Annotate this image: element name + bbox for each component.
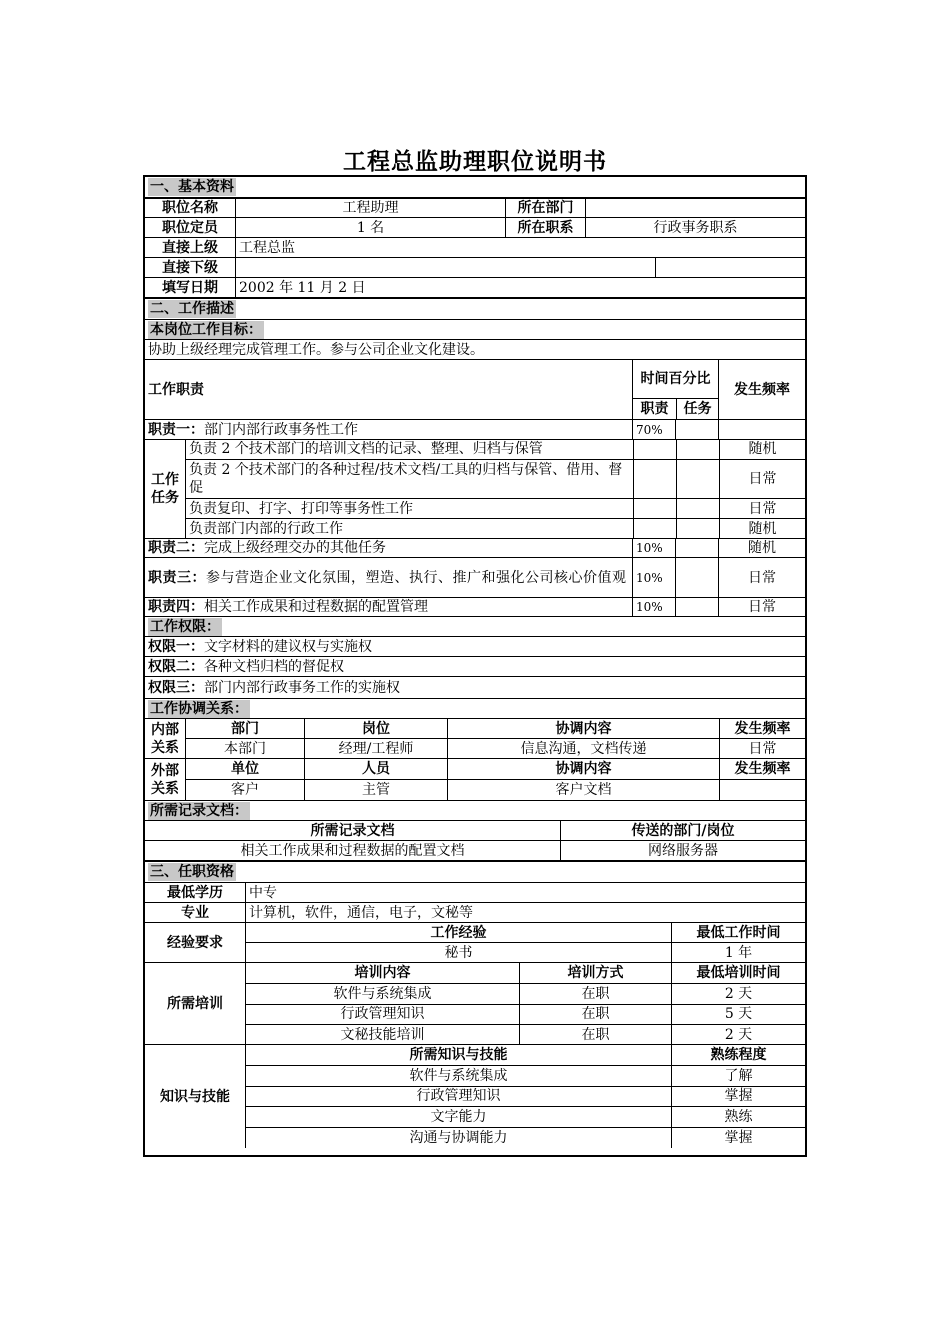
external-cell bbox=[719, 780, 805, 800]
basic-info-section bbox=[145, 177, 805, 297]
department-value bbox=[585, 199, 805, 217]
skill-row bbox=[246, 1065, 805, 1086]
internal-cell: 经理/工程师 bbox=[304, 739, 447, 758]
training-method: 在职 bbox=[519, 1005, 671, 1025]
department-label: 所在部门 bbox=[505, 199, 585, 217]
skill-level: 掌握 bbox=[671, 1087, 805, 1107]
skill-name: 沟通与协调能力 bbox=[409, 1130, 508, 1147]
external-cell: 客户文档 bbox=[447, 780, 719, 800]
task-text: 负责 2 个技术部门的培训文档的记录、整理、归档与保管 bbox=[189, 441, 543, 458]
records-label: 所需记录文档： bbox=[150, 802, 248, 819]
skill-name: 行政管理知识 bbox=[416, 1088, 501, 1105]
duty1-pct: 70% bbox=[632, 420, 675, 439]
edu-value: 中专 bbox=[245, 883, 805, 902]
skill-level: 了解 bbox=[671, 1066, 805, 1086]
training-time: 5 天 bbox=[671, 1005, 805, 1025]
duty3-pct: 10% bbox=[632, 558, 675, 597]
external-cell: 主管 bbox=[304, 780, 447, 800]
training-content: 行政管理知识 bbox=[340, 1006, 425, 1023]
work-description-section bbox=[145, 297, 805, 860]
train-header: 最低培训时间 bbox=[671, 963, 805, 983]
train-label: 所需培训 bbox=[167, 995, 223, 1012]
job-family-value: 行政事务职系 bbox=[585, 218, 805, 237]
duty-pct-label: 职责 bbox=[640, 401, 669, 418]
task-freq: 随机 bbox=[719, 440, 805, 459]
internal-header: 岗位 bbox=[304, 719, 447, 738]
task-row bbox=[186, 498, 805, 518]
section-qual-heading: 三、任职资格 bbox=[150, 864, 234, 880]
task-group-label: 工作任务 bbox=[151, 472, 179, 506]
train-header: 培训方式 bbox=[519, 963, 671, 983]
duty4-pct: 10% bbox=[632, 598, 675, 616]
internal-cell: 本部门 bbox=[224, 740, 266, 757]
freq-label: 发生频率 bbox=[718, 360, 805, 419]
training-content: 软件与系统集成 bbox=[333, 985, 432, 1002]
internal-header: 部门 bbox=[231, 720, 259, 737]
duty3-row: 职责三：参与营造企业文化氛围，塑造、执行、推广和强化公司核心价值观 bbox=[148, 569, 627, 586]
page-title: 工程总监助理职位说明书 bbox=[343, 149, 607, 175]
major-label: 专业 bbox=[181, 904, 209, 921]
authority-label: 工作权限： bbox=[150, 618, 220, 635]
external-cell: 客户 bbox=[231, 781, 259, 798]
external-header: 协调内容 bbox=[447, 759, 719, 779]
training-time: 2 天 bbox=[671, 984, 805, 1004]
internal-cell: 日常 bbox=[719, 739, 805, 758]
headcount-label: 职位定员 bbox=[162, 219, 218, 236]
subordinate-value bbox=[235, 258, 655, 277]
duty2-row: 职责二： 完成上级经理交办的其他任务 bbox=[148, 540, 386, 556]
date-label: 填写日期 bbox=[162, 279, 218, 296]
task-freq: 随机 bbox=[719, 519, 805, 538]
skill-row bbox=[246, 1086, 805, 1107]
external-header: 发生频率 bbox=[719, 759, 805, 779]
skill-name: 软件与系统集成 bbox=[409, 1067, 508, 1084]
internal-header: 发生频率 bbox=[719, 719, 805, 738]
skill-name: 文字能力 bbox=[430, 1109, 487, 1126]
records-dest: 网络服务器 bbox=[560, 841, 805, 860]
coord-label: 工作协调关系： bbox=[150, 700, 248, 717]
date-value: 2002 年 11 月 2 日 bbox=[235, 278, 805, 297]
training-row bbox=[246, 1004, 805, 1025]
task-pct-label: 任务 bbox=[676, 399, 718, 419]
task-freq: 日常 bbox=[719, 499, 805, 518]
duty2-freq: 随机 bbox=[718, 539, 805, 557]
skill-level: 熟练 bbox=[671, 1107, 805, 1127]
records-header-dest: 传送的部门/岗位 bbox=[560, 821, 805, 840]
subordinate-extra-cell bbox=[655, 258, 805, 277]
time-pct-label: 时间百分比 bbox=[640, 371, 711, 388]
subordinate-label: 直接下级 bbox=[162, 259, 218, 276]
goal-label: 本岗位工作目标： bbox=[150, 321, 262, 338]
superior-value: 工程总监 bbox=[235, 238, 805, 257]
task-text: 负责复印、打字、打印等事务性工作 bbox=[189, 500, 413, 517]
position-name-value: 工程助理 bbox=[235, 199, 505, 217]
duty4-row: 职责四： 相关工作成果和过程数据的配置管理 bbox=[148, 599, 428, 615]
authority-row: 权限三： 部门内部行政事务工作的实施权 bbox=[148, 679, 400, 696]
training-time: 2 天 bbox=[671, 1025, 805, 1044]
edu-label: 最低学历 bbox=[167, 884, 223, 901]
authority-row: 权限一： 文字材料的建议权与实施权 bbox=[148, 638, 372, 655]
duties-label: 工作职责 bbox=[148, 381, 204, 398]
exp-time-header: 最低工作时间 bbox=[671, 923, 805, 942]
duty1-row: 职责一： 部门内部行政事务性工作 bbox=[148, 421, 358, 438]
section-basic-heading: 一、基本资料 bbox=[150, 179, 234, 195]
superior-label: 直接上级 bbox=[162, 239, 218, 256]
external-label: 外部关系 bbox=[151, 762, 179, 797]
section-work-heading: 二、工作描述 bbox=[150, 301, 234, 317]
job-family-label: 所在职系 bbox=[505, 218, 585, 237]
training-method: 在职 bbox=[519, 984, 671, 1004]
headcount-value: 1 名 bbox=[235, 218, 505, 237]
task-text: 负责部门内部的行政工作 bbox=[189, 520, 343, 537]
records-header-doc: 所需记录文档 bbox=[310, 822, 395, 839]
records-doc: 相关工作成果和过程数据的配置文档 bbox=[240, 842, 465, 859]
exp-value: 秘书 bbox=[444, 944, 473, 961]
external-header: 单位 bbox=[231, 760, 259, 777]
major-value: 计算机，软件，通信，电子，文秘等 bbox=[245, 903, 805, 922]
level-header: 熟练程度 bbox=[671, 1045, 805, 1065]
skill-row bbox=[246, 1127, 805, 1148]
duty2-pct: 10% bbox=[632, 539, 675, 557]
job-description-form bbox=[143, 175, 807, 1157]
duty3-freq: 日常 bbox=[718, 558, 805, 597]
skill-label: 知识与技能 bbox=[160, 1088, 230, 1105]
qualification-section bbox=[145, 860, 805, 1148]
internal-label: 内部关系 bbox=[151, 721, 179, 756]
task-text: 负责 2 个技术部门的各种过程/技术文档/工具的归档与保管、借用、督促 bbox=[189, 462, 623, 497]
training-content: 文秘技能培训 bbox=[340, 1026, 425, 1043]
internal-header: 协调内容 bbox=[447, 719, 719, 738]
train-header: 培训内容 bbox=[354, 964, 411, 981]
external-header: 人员 bbox=[304, 759, 447, 779]
skill-row bbox=[246, 1106, 805, 1127]
duty4-freq: 日常 bbox=[718, 598, 805, 616]
training-row bbox=[246, 1024, 805, 1044]
task-freq: 日常 bbox=[719, 460, 805, 499]
task-row bbox=[186, 440, 805, 459]
task-row bbox=[186, 459, 805, 499]
position-name-label: 职位名称 bbox=[162, 200, 218, 216]
internal-cell: 信息沟通，文档传递 bbox=[447, 739, 719, 758]
goal-value: 协助上级经理完成管理工作。参与公司企业文化建设。 bbox=[148, 341, 484, 358]
training-row bbox=[246, 983, 805, 1004]
exp-header: 工作经验 bbox=[430, 924, 487, 941]
training-method: 在职 bbox=[519, 1025, 671, 1044]
skill-header: 所需知识与技能 bbox=[409, 1046, 508, 1063]
exp-label: 经验要求 bbox=[167, 934, 223, 951]
authority-row: 权限二： 各种文档归档的督促权 bbox=[148, 658, 344, 675]
task-row bbox=[186, 518, 805, 538]
exp-time: 1 年 bbox=[671, 943, 805, 962]
skill-level: 掌握 bbox=[671, 1128, 805, 1148]
